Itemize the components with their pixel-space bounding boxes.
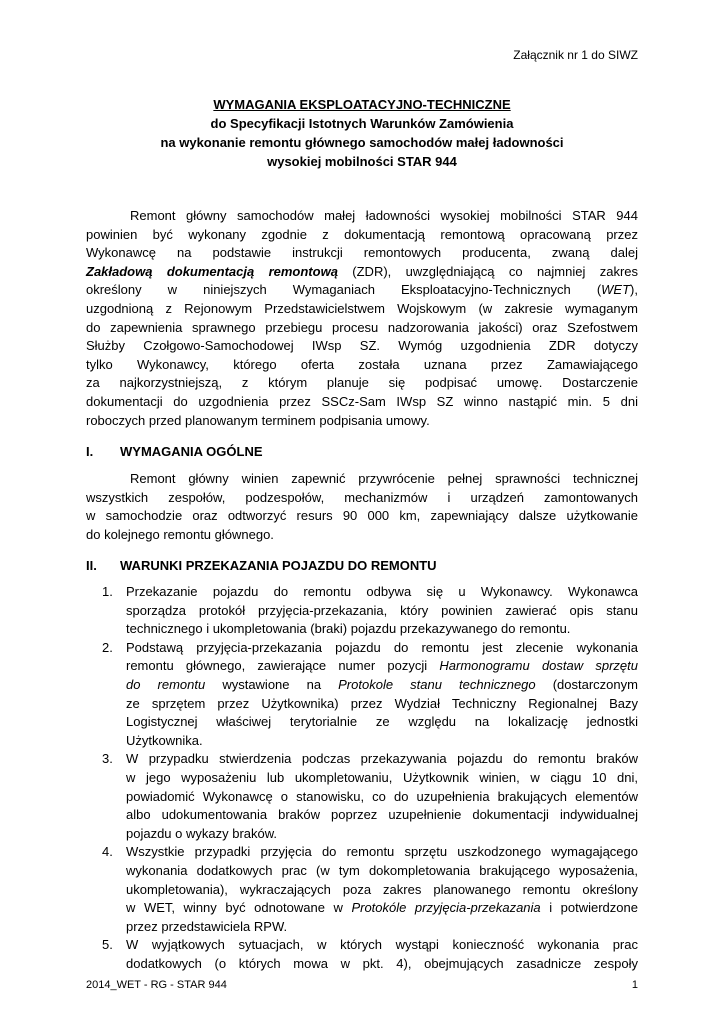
item-line: W wyjątkowych sytuacjach, w których wystąpi konieczność wykonania prac <box>126 937 638 953</box>
title-line-3: na wykonanie remontu głównego samochodów małej ładowności <box>160 135 564 150</box>
intro-line: Wykonawcę na podstawie instrukcji remontowych producenta, zwaną dalej <box>86 245 638 261</box>
item-line <box>126 676 638 695</box>
item-line: dodatkowych (o których mowa w pkt. 4), obejmujących zasadnicze zespoły <box>126 955 638 971</box>
document-title <box>86 95 638 171</box>
item-text: i potwierdzone <box>540 900 638 916</box>
item-number: 2. <box>102 639 113 655</box>
zdr-term: Zakładową dokumentacją remontową <box>86 263 338 279</box>
title-line-4: wysokiej mobilności STAR 944 <box>267 154 457 169</box>
intro-line: Służby Czołgowo-Samochodowej IWsp SZ. Wymóg uzgodnienia ZDR dotyczy <box>86 338 638 354</box>
intro-paragraph <box>86 207 638 430</box>
intro-line: uzgodnioną z Rejonowym Przedstawicielstwem Wojskowym (w zakresie wymaganym <box>86 300 638 316</box>
item-line: wykonania dodatkowych prac (w tym dokompletowania brakującego wyposażenia, <box>126 862 638 878</box>
item-line: ukompletowania), wykraczających poza zakres planowanego remontu określony <box>126 881 638 897</box>
intro-line: Remont główny samochodów małej ładowności wysokiej mobilności STAR 944 <box>130 208 638 223</box>
list-item <box>100 639 638 751</box>
section-1-line: Remont główny winien zapewnić przywrócenie pełnej sprawności technicznej <box>130 471 638 486</box>
section-1-paragraph <box>86 470 638 544</box>
intro-line: powinien być wykonany zgodnie z dokumentacją remontową opracowaną przez <box>86 226 638 242</box>
section-1-line: w samochodzie oraz odtworzyć resurs 90 000 km, zapewniający dalsze użytkowanie <box>86 508 638 524</box>
section-2-heading <box>86 558 437 573</box>
intro-text: (ZDR), uwzględniającą co najmniej zakres <box>337 263 639 279</box>
item-number: 4. <box>102 844 113 860</box>
intro-line <box>86 263 638 282</box>
item-line: technicznego i ukompletowania (braki) pojazdu przekazywanego do remontu. <box>126 621 571 637</box>
section-1-line: wszystkich zespołów, podzespołów, mechanizmów i urządzeń zamontowanych <box>86 489 638 505</box>
list-item <box>100 936 638 973</box>
item-italic: Harmonogramu dostaw sprzętu <box>439 658 639 674</box>
item-number: 5. <box>102 937 113 953</box>
item-number: 3. <box>102 751 113 767</box>
intro-line: za najkorzystniejszą, z którym planuje się podpisać umowę. Dostarczenie <box>86 375 638 391</box>
item-line: albo udokumentowania braków poprzez uzupełnienie dokumentacji indywidualnej <box>126 807 638 823</box>
intro-line: roboczych przed planowanym terminem podpisania umowy. <box>86 412 430 428</box>
section-title: WYMAGANIA OGÓLNE <box>120 444 263 459</box>
section-1-line: do kolejnego remontu głównego. <box>86 526 274 542</box>
item-number: 1. <box>102 584 113 599</box>
intro-text: określony w niniejszych Wymaganiach Eksploatacyjno-Technicznych ( <box>86 282 602 298</box>
item-line: Logistycznej właściwej terytorialnie ze względu na lokalizację jednostki <box>126 714 638 730</box>
item-line: Wszystkie przypadki przyjęcia do remontu sprzętu uszkodzonego wymagającego <box>126 844 638 860</box>
wet-term: WET <box>601 282 631 298</box>
intro-text: ), <box>630 282 638 298</box>
item-italic: Protokole stanu technicznego <box>338 676 536 692</box>
item-line: Podstawą przyjęcia-przekazania pojazdu do remontu jest zlecenie wykonania <box>126 639 638 655</box>
item-text: wystawione na <box>205 676 339 692</box>
item-line: powiadomić Wykonawcę o stanowisku, co do uzupełnienia brakujących elementów <box>126 788 638 804</box>
list-item <box>100 750 638 843</box>
item-italic: Protokóle przyjęcia-przekazania <box>351 900 541 916</box>
item-line: Użytkownika. <box>126 732 203 748</box>
item-line: w jego wyposażeniu lub ukompletowaniu, Użytkownik winien, w ciągu 10 dni, <box>126 769 638 785</box>
item-line: Przekazanie pojazdu do remontu odbywa się u Wykonawcy. Wykonawca <box>126 584 638 599</box>
intro-line <box>86 281 638 300</box>
section-number: I. <box>86 444 94 459</box>
intro-line: dokumentacji do uzgodnienia przez SSCz-Sam IWsp SZ winno nastąpić min. 5 dni <box>86 393 638 409</box>
title-line-1: WYMAGANIA EKSPLOATACYJNO-TECHNICZNE <box>213 97 511 112</box>
item-line: W przypadku stwierdzenia podczas przekazywania pojazdu do remontu braków <box>126 751 638 767</box>
item-line <box>126 657 638 676</box>
item-italic: do remontu <box>126 676 206 692</box>
item-line: pojazdu o wykazy braków. <box>126 825 278 841</box>
intro-line: tylko Wykonawcy, którego oferta została uznana przez Zamawiającego <box>86 356 638 372</box>
item-text: (dostarczonym <box>535 676 638 692</box>
footer-doc-id: 2014_WET - RG - STAR 944 <box>86 979 227 991</box>
section-number: II. <box>86 558 97 573</box>
section-title: WARUNKI PRZEKAZANIA POJAZDU DO REMONTU <box>120 558 437 573</box>
item-line: ze sprzętem przez Użytkownika) przez Wydział Techniczny Regionalnej Bazy <box>126 695 638 711</box>
item-text: w WET, winny być odnotowane w <box>126 900 352 916</box>
title-line-2: do Specyfikacji Istotnych Warunków Zamówienia <box>210 116 514 131</box>
item-line <box>126 899 638 918</box>
section-2-list <box>100 583 638 973</box>
annex-label: Załącznik nr 1 do SIWZ <box>513 48 638 62</box>
section-1-heading <box>86 444 263 459</box>
list-item <box>100 843 638 936</box>
item-line: przez przedstawiciela RPW. <box>126 918 288 934</box>
page-number: 1 <box>631 979 638 991</box>
item-line: sporządza protokół przyjęcia-przekazania, który powinien zawierać opis stanu <box>126 602 638 618</box>
list-item <box>100 583 638 639</box>
item-text: remontu głównego, zawierające numer pozycji <box>126 658 440 674</box>
intro-line: do zapewnienia sprawnego przebiegu procesu nadzorowania jakości) oraz Szefostwem <box>86 319 638 335</box>
